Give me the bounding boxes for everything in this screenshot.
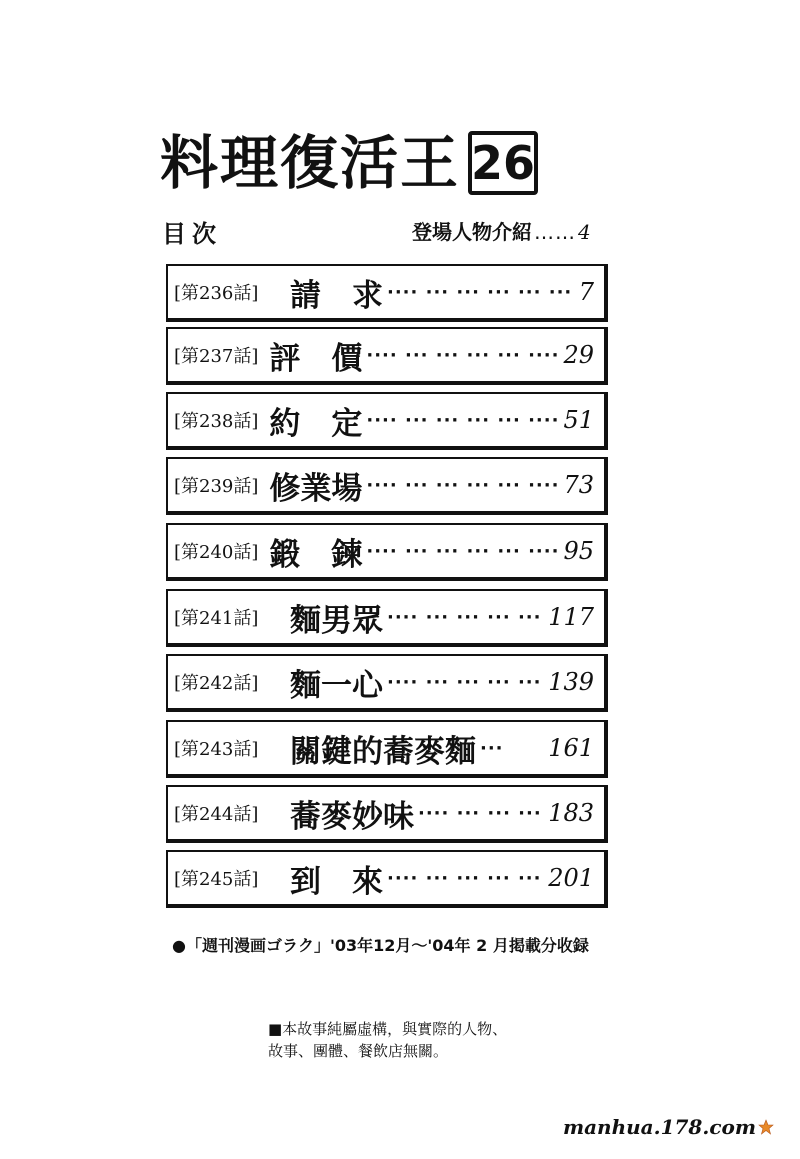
chapter-title: 蕎麥妙味: [290, 798, 414, 835]
chapter-number: [第244話]: [174, 804, 259, 825]
chapter-number: [第239話]: [174, 476, 259, 497]
dot-leader: ···· ··· ··· ··· ··· ····: [366, 344, 560, 366]
chapter-entry: [166, 264, 608, 322]
chapter-page: 73: [563, 471, 594, 499]
chapter-page: 183: [548, 799, 594, 827]
chapter-page: 29: [563, 341, 594, 369]
dot-leader: ···· ··· ··· ··· ··· ···: [387, 281, 573, 303]
chapter-page: 201: [548, 864, 594, 892]
dot-leader: ···· ··· ··· ··· ··· ····: [366, 409, 560, 431]
chapter-entry: [166, 589, 608, 647]
dot-leader: ···: [480, 737, 504, 759]
chapter-title: 修業場: [269, 470, 363, 507]
chapter-page: 95: [563, 537, 594, 565]
intro-leader: ……: [534, 220, 576, 244]
dot-leader: ···· ··· ··· ··· ··· ····: [366, 540, 560, 562]
chapter-entry: [166, 523, 608, 581]
chapter-title: 約 定: [269, 405, 363, 442]
chapter-number: [第236話]: [174, 283, 259, 304]
chapter-number: [第238話]: [174, 411, 259, 432]
chapter-number: [第241話]: [174, 608, 259, 629]
intro-page: 4: [578, 220, 591, 244]
chapter-number: [第245話]: [174, 869, 259, 890]
volume-badge: 26: [468, 131, 538, 195]
chapter-entry: [166, 654, 608, 712]
chapter-page: 51: [563, 406, 594, 434]
chapter-number: [第243話]: [174, 739, 259, 760]
chapter-entry: [166, 720, 608, 778]
chapter-entry: [166, 850, 608, 908]
dot-leader: ···· ··· ··· ···: [418, 802, 542, 824]
chapter-page: 161: [548, 734, 594, 762]
serialization-note: ●「週刊漫画ゴラク」'03年12月～'04年 2 月掲載分收録: [172, 936, 589, 955]
chapter-entry: [166, 392, 608, 450]
chapter-number: [第242話]: [174, 673, 259, 694]
fiction-disclaimer: ■本故事純屬虛構，與實際的人物、故事、團體、餐飲店無關。: [268, 1020, 508, 1060]
chapter-title: 請 求: [290, 277, 383, 314]
dot-leader: ···· ··· ··· ··· ···: [387, 606, 542, 628]
chapter-title: 到 來: [290, 863, 383, 900]
chapter-entry: [166, 327, 608, 385]
chapter-page: 7: [578, 278, 594, 306]
character-intro-entry: [412, 216, 591, 245]
chapter-title: 評 價: [269, 340, 363, 377]
title-text: 料理復活王: [160, 129, 461, 197]
intro-label: 登場人物介紹: [412, 220, 532, 244]
dot-leader: ···· ··· ··· ··· ··· ····: [366, 474, 560, 496]
book-title: [160, 128, 538, 198]
star-icon: [758, 1119, 774, 1135]
watermark-text: manhua.178.com: [562, 1115, 756, 1139]
dot-leader: ···· ··· ··· ··· ···: [387, 671, 542, 693]
dot-leader: ···· ··· ··· ··· ···: [387, 867, 542, 889]
chapter-page: 139: [548, 668, 594, 696]
chapter-title: 關鍵的蕎麥麵: [290, 733, 476, 770]
chapter-page: 117: [548, 603, 594, 631]
chapter-title: 麵一心: [290, 667, 383, 704]
chapter-title: 麵男眾: [290, 602, 383, 639]
watermark: [563, 1115, 774, 1139]
toc-heading: 目次: [162, 220, 222, 248]
chapter-entry: [166, 457, 608, 515]
chapter-title: 鍛 鍊: [269, 536, 363, 573]
chapter-entry: [166, 785, 608, 843]
chapter-number: [第240話]: [174, 542, 259, 563]
chapter-number: [第237話]: [174, 346, 259, 367]
